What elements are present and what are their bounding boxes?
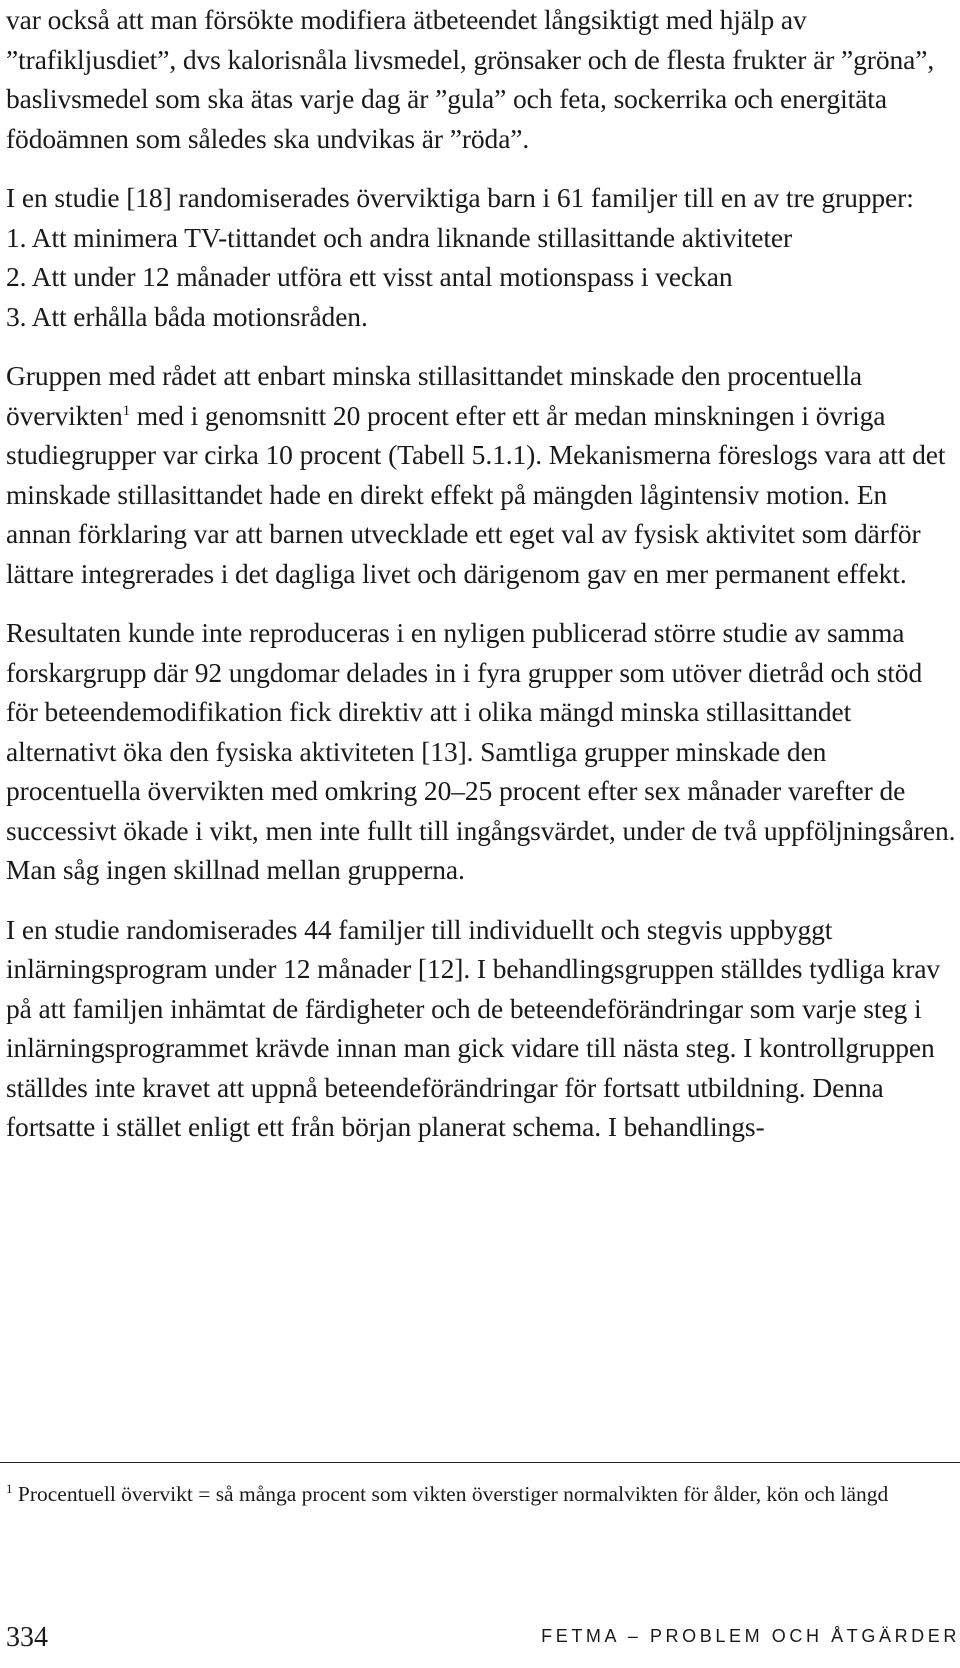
footnote-text: Procentuell övervikt = så många procent som vikten överstiger normalvikten för ålder, kön och längd — [12, 1482, 889, 1506]
list-item: 3. Att erhålla båda motionsråden. — [6, 300, 368, 332]
paragraph-text: med i genomsnitt 20 procent efter ett år medan minskningen i övriga studiegrupper var cirka 10 procent (Tabell 5.1.1). Mekanismerna föreslogs vara att det minskade stillasittandet hade en direkt effekt på mängden lågintensiv motion. En annan förklaring var att barnen utvecklade ett eget val av fysisk aktivitet som därför lättare integrerades i det dagliga livet och därigenom gav en mer permanent effekt. — [6, 399, 946, 589]
list-item: 2. Att under 12 månader utföra ett visst antal motionspass i veckan — [6, 261, 733, 292]
running-header: FETMA – PROBLEM OCH ÅTGÄRDER — [541, 1626, 960, 1646]
body-text — [6, 0, 956, 1147]
footnote-reference[interactable]: 1 — [122, 402, 131, 419]
footnote-marker: 1 — [6, 1480, 13, 1496]
paragraph-replication: Resultaten kunde inte reproduceras i en nyligen publicerad större studie av samma forskargrupp där 92 ungdomar delades in i fyra grupper som utöver dietråd och stöd för beteendemodifikation fick direktiv att i olika mängd minska stillasittandet alternativt öka den fysiska aktiviteten [13]. Samtliga grupper minskade den procentuella övervikten med omkring 20–25 procent efter sex månader varefter de successivt ökade i vikt, men inte fullt till ingångsvärdet, under de två uppföljningsåren. Man såg ingen skillnad mellan grupperna. — [6, 617, 956, 885]
paragraph-text: Gruppen med rådet att enbart minska stillasittandet minskade den procentuella övervikten — [6, 360, 862, 431]
paragraph-results — [6, 356, 956, 593]
paragraph-spacer — [6, 336, 956, 356]
list-item: 1. Att minimera TV-tittandet och andra liknande stillasittande aktiviteter — [6, 221, 793, 253]
paragraph-spacer — [6, 890, 956, 910]
paragraph-spacer — [6, 593, 956, 613]
page-number: 334 — [6, 1622, 48, 1653]
footnote-divider — [0, 1462, 960, 1463]
footnote — [6, 1478, 946, 1511]
paragraph-families-study: I en studie randomiserades 44 familjer till individuellt och stegvis uppbyggt inlärningsprogram under 12 månader [12]. I behandlingsgruppen ställdes tydliga krav på att familjen inhämtat de färdigheter och de beteendeförändringar som varje steg i inlärningsprogrammet krävde innan man gick vidare till nästa steg. I kontrollgruppen ställdes inte kravet att uppnå beteendeförändringar för fortsatt utbildning. Denna fortsatte i stället enligt ett från början planerat schema. I behandlings- — [6, 913, 941, 1142]
paragraph-diet: var också att man försökte modifiera ätbeteendet långsiktigt med hjälp av ”trafikljusdiet”, dvs kalorisnåla livsmedel, grönsaker och de flesta frukter är ”gröna”, baslivsmedel som ska ätas varje dag är ”gula” och feta, sockerrika och energitäta födoämnen som således ska undvikas är ”röda”. — [6, 4, 935, 154]
paragraph-spacer — [6, 158, 956, 178]
group-list — [6, 218, 956, 337]
paragraph-study-intro: I en studie [18] randomiserades överviktiga barn i 61 familjer till en av tre grupper: — [6, 182, 914, 213]
